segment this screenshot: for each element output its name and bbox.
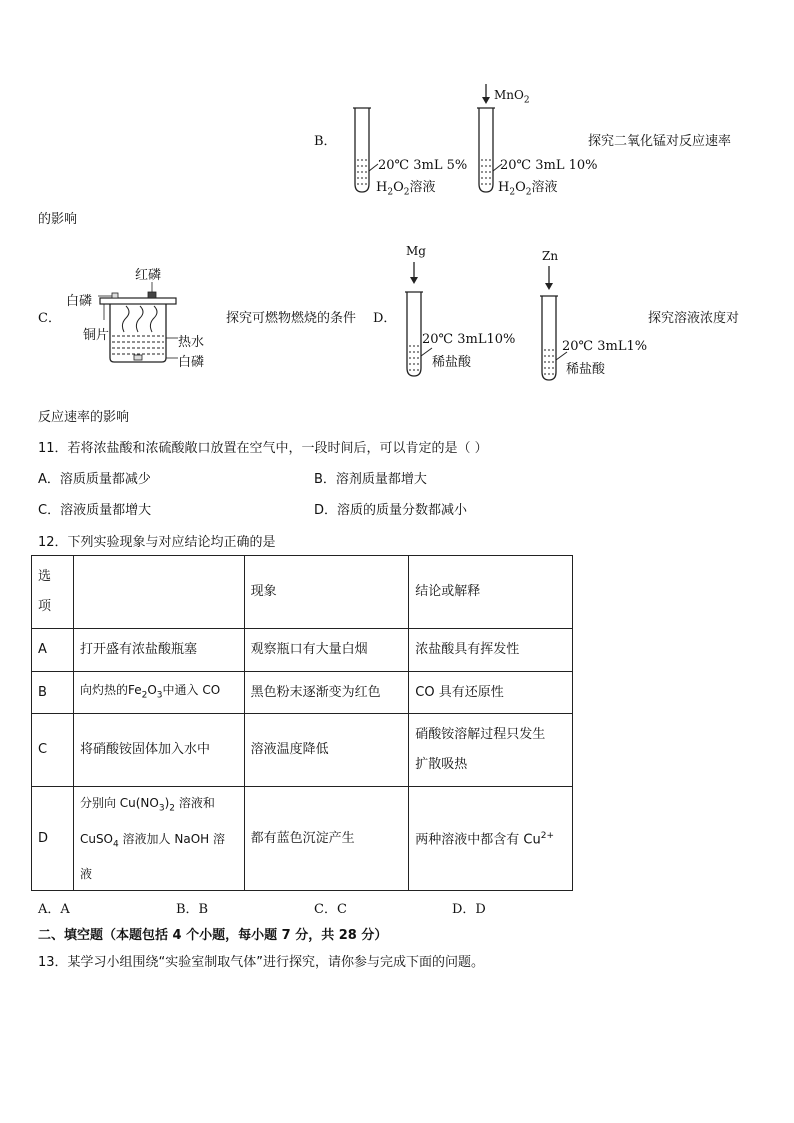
test-tube-b2	[476, 106, 496, 196]
label-copper-sheet: 铜片	[83, 328, 110, 343]
row-operation: 分别向 $Cu(NO_3)_2$ 溶液和 CuSO$_4$ 溶液加人 NaOH 溶 液	[73, 787, 244, 891]
header-phenomenon: 现象	[244, 556, 409, 629]
tube-b2-reagent: MnO$_2$	[494, 88, 530, 106]
row-option: A	[32, 629, 74, 672]
row-operation: 将硝酸铵固体加入水中	[73, 714, 244, 787]
tube-d2-line1: 20℃ 3mL1%	[562, 339, 648, 354]
test-tube-b1	[352, 106, 372, 196]
row-phenomenon: 溶液温度降低	[244, 714, 409, 787]
q11-option-d: D．溶质的质量分数都减小	[314, 503, 468, 518]
table-row	[32, 556, 573, 629]
table-row	[32, 787, 573, 891]
row-operation: 打开盛有浓盐酸瓶塞	[73, 629, 244, 672]
option-b-desc: 探究二氧化锰对反应速率	[588, 134, 732, 149]
tube-d1-line1: 20℃ 3mL10%	[422, 332, 516, 347]
q11-option-a: A．溶质质量都减少	[38, 472, 151, 487]
q13-stem: 13．某学习小组围绕“实验室制取气体”进行探究，请你参与完成下面的问题。	[38, 955, 485, 970]
q12-table	[31, 555, 573, 891]
tube-b1-line2: $H_2O_2$溶液	[376, 180, 436, 198]
option-b-desc-cont: 的影响	[38, 212, 78, 227]
header-option: 选 项	[32, 556, 74, 629]
tube-b1-line1: 20℃ 3mL 5%	[378, 158, 468, 173]
tube-d2-reagent: Zn	[542, 249, 559, 263]
arrow-down-icon	[408, 262, 420, 286]
row-option: B	[32, 672, 74, 714]
section-title: 二、填空题（本题包括 4 个小题，每小题 7 分，共 28 分）	[38, 928, 388, 943]
option-c-desc: 探究可燃物燃烧的条件	[226, 311, 357, 326]
q12-choice-d: D．D	[452, 902, 486, 917]
row-option: D	[32, 787, 74, 891]
table-row	[32, 714, 573, 787]
row-conclusion: 硝酸铵溶解过程只发生 扩散吸热	[409, 714, 573, 787]
q12-stem: 12．下列实验现象与对应结论均正确的是	[38, 535, 276, 550]
option-d-label: D．	[373, 311, 397, 326]
table-row	[32, 672, 573, 714]
q11-option-b: B．溶剂质量都增大	[314, 472, 427, 487]
test-tube-d2	[539, 294, 559, 384]
row-conclusion: 两种溶液中都含有 $Cu^{2+}$	[409, 787, 573, 891]
tube-d2-line2: 稀盐酸	[566, 362, 606, 377]
q12-choice-c: C．C	[314, 902, 347, 917]
header-operation	[73, 556, 244, 629]
test-tube-d1	[404, 290, 424, 380]
label-white-phosphorus-2: 白磷	[178, 355, 205, 370]
table-row	[32, 629, 573, 672]
combustion-apparatus	[96, 280, 186, 370]
row-operation: 向灼热的$Fe_2O_3$中通入 CO	[73, 672, 244, 714]
q12-choice-a: A．A	[38, 902, 70, 917]
label-white-phosphorus: 白磷	[66, 294, 93, 309]
option-d-desc: 探究溶液浓度对	[648, 311, 740, 326]
row-option: C	[32, 714, 74, 787]
q11-option-c: C．溶液质量都增大	[38, 503, 152, 518]
option-d-desc-cont: 反应速率的影响	[38, 410, 130, 425]
arrow-down-icon	[480, 84, 492, 106]
option-c-label: C．	[38, 311, 61, 326]
row-phenomenon: 都有蓝色沉淀产生	[244, 787, 409, 891]
tube-b2-line2: $H_2O_2$溶液	[498, 180, 558, 198]
row-conclusion: CO 具有还原性	[409, 672, 573, 714]
tube-b2-line1: 20℃ 3mL 10%	[500, 158, 598, 173]
tube-d1-line2: 稀盐酸	[432, 355, 472, 370]
arrow-down-icon	[543, 266, 555, 292]
header-conclusion: 结论或解释	[409, 556, 573, 629]
label-red-phosphorus: 红磷	[135, 268, 162, 283]
label-hot-water: 热水	[178, 335, 205, 350]
row-phenomenon: 黑色粉末逐渐变为红色	[244, 672, 409, 714]
option-b-label: B．	[314, 134, 337, 149]
q12-choice-b: B．B	[176, 902, 209, 917]
row-phenomenon: 观察瓶口有大量白烟	[244, 629, 409, 672]
tube-d1-reagent: Mg	[406, 244, 426, 258]
q11-stem: 11．若将浓盐酸和浓硫酸敞口放置在空气中，一段时间后，可以肯定的是（ ）	[38, 441, 488, 456]
row-conclusion: 浓盐酸具有挥发性	[409, 629, 573, 672]
